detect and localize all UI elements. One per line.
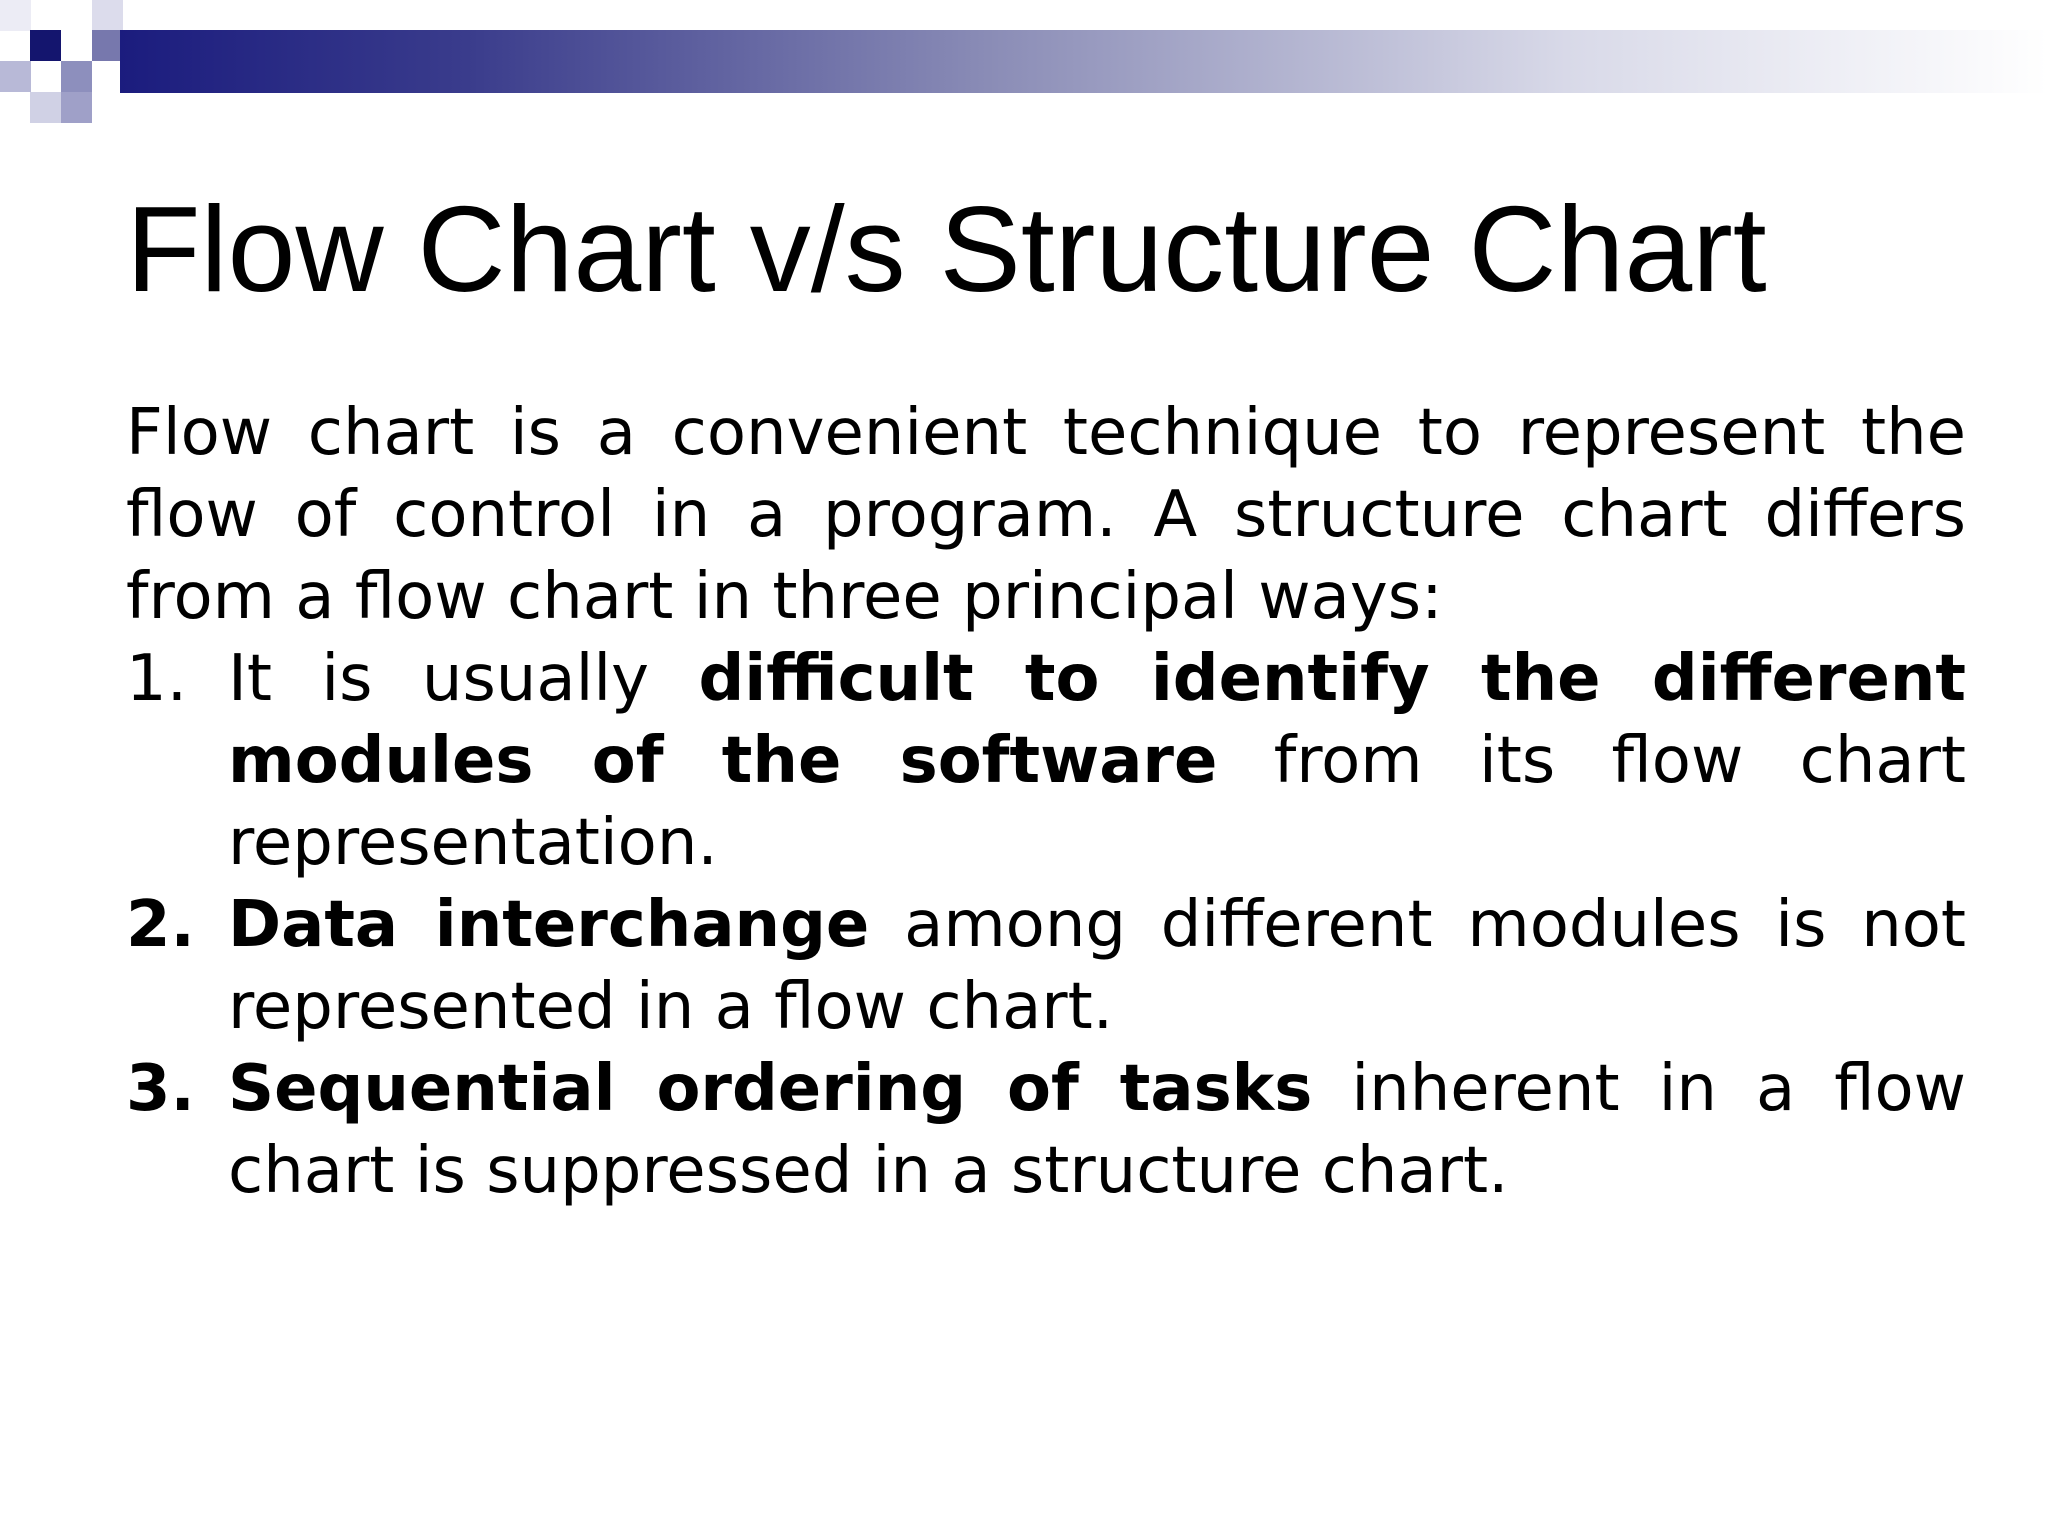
intro-paragraph: Flow chart is a convenient technique to represent the flow of control in a program. A structure chart differs from a flow chart in three principal ways: (126, 396, 1966, 634)
item-text: among different modules is not represented in a flow chart. (228, 888, 1966, 1044)
list-item (126, 884, 1966, 1048)
header-square (30, 92, 61, 123)
header-square (61, 92, 92, 123)
differences-list (126, 638, 1966, 1212)
list-number: 2. (126, 888, 195, 962)
list-item (126, 1048, 1966, 1212)
item-text: It is usually (228, 642, 699, 716)
header-square (0, 61, 31, 92)
slide-title: Flow Chart v/s Structure Chart (126, 181, 1767, 317)
header-square (92, 0, 123, 31)
header-square (30, 30, 61, 61)
header-square (61, 61, 92, 92)
item-bold-text: Sequential ordering of tasks (228, 1052, 1313, 1126)
slide-body (126, 392, 1966, 1212)
item-bold-text: Data interchange (228, 888, 870, 962)
item-text: from its flow chart representation. (228, 724, 1967, 880)
item-bold-text: difficult to identify the different modules of the software (228, 642, 1967, 798)
list-number: 1. (126, 642, 188, 716)
item-text: inherent in a flow chart is suppressed in a structure chart. (228, 1052, 1967, 1208)
list-number: 3. (126, 1052, 195, 1126)
header-square (92, 30, 123, 61)
list-item (126, 638, 1966, 884)
header-gradient-bar (120, 30, 2048, 93)
header-square (0, 0, 31, 31)
